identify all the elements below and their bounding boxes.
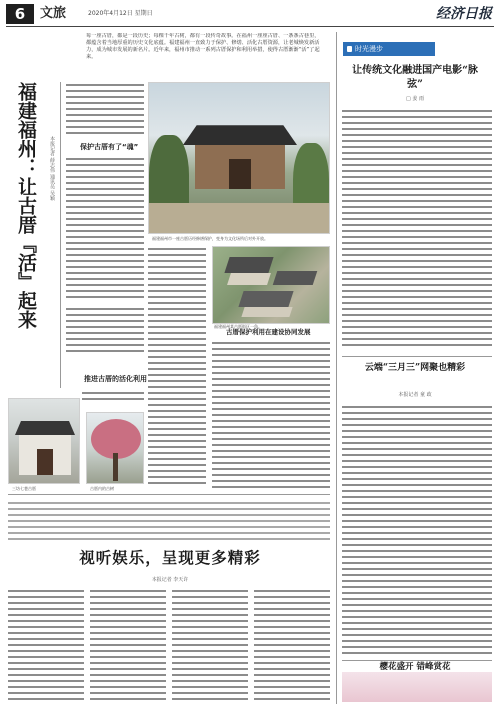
sidebar-text [342,108,492,348]
main-headline: 福建福州：让古厝『活』起来 [15,82,37,329]
old-house-gate-photo [8,398,80,484]
aerial-photo-caption: 福建福州某古厝街区一角。 [214,324,262,329]
body-text-block [66,306,144,354]
main-byline: 本报记者 薛志伟 通讯员 吴颖 [49,136,55,201]
sakura-photo [342,672,492,702]
page-header [6,4,494,24]
body-text-block [82,390,144,404]
section-name: 文旅 [40,6,67,21]
temple-photo-caption: 福建福州市一座古厝历经修缮保护，变身为文化场所后对外开放。 [152,236,268,241]
body-text-block [66,156,144,302]
temple-photo [148,82,330,234]
sidebar-byline: □ 姜 雨 [406,96,424,102]
body-text-block [66,82,144,138]
body-text-block [8,500,330,540]
subheading-coordination: 古厝保护利用在建设协同发展 [226,328,311,336]
intro-paragraph: 每一座古厝，都是一段历史；每棵千年古树，都有一段传奇故事。在福州一座座古厝、一条条古巷里，都蕴含着当地厚重的历史文化底蕴。福建福州一直致力于保护、修缮、活化古厝资源，让老城焕发新活力，成为城市发展的新名片。近年来，福州市推动一系列古厝保护和利用举措，使得古厝渐渐“活”了起来。 [86,33,320,60]
gate-photo-caption: 三坊七巷古厝 [12,486,36,491]
sidebar-byline-2: 本报记者 童 政 [398,392,432,398]
column-tag: 时光漫步 [343,42,435,56]
sidebar-headline-2: 云端“三月三”网聚也精彩 [364,363,466,373]
sidebar-rule [342,660,492,661]
feature-byline: 本报记者 李天许 [151,577,189,583]
sidebar-headline: 让传统文化融进国产电影“脉弦” [352,65,478,90]
blossom-tree-photo [86,412,144,484]
sidebar-headline-3: 樱花盛开 错峰赏花 [379,662,451,672]
sidebar-rule [342,356,492,357]
feature-headline: 视听娱乐，呈现更多精彩 [79,548,261,567]
feature-column [172,588,248,702]
feature-column [8,588,84,702]
sidebar-text [342,404,492,656]
page-number: 6 [6,4,34,24]
header-rule [6,26,494,27]
tree-photo-caption: 古厝内的古树 [90,486,114,491]
feature-column [90,588,166,702]
feature-column [254,588,330,702]
body-text-block [212,340,330,490]
title-divider [60,82,61,388]
aerial-photo [212,246,330,324]
issue-date: 2020年4月12日 星期日 [88,10,153,17]
newspaper-logo: 经济日报 [436,6,492,22]
subheading-activate: 推进古厝的活化利用 [84,375,147,383]
section-rule [8,494,330,495]
body-text-block [148,246,206,488]
subheading-protect: 保护古厝有了“魂” [80,143,139,151]
